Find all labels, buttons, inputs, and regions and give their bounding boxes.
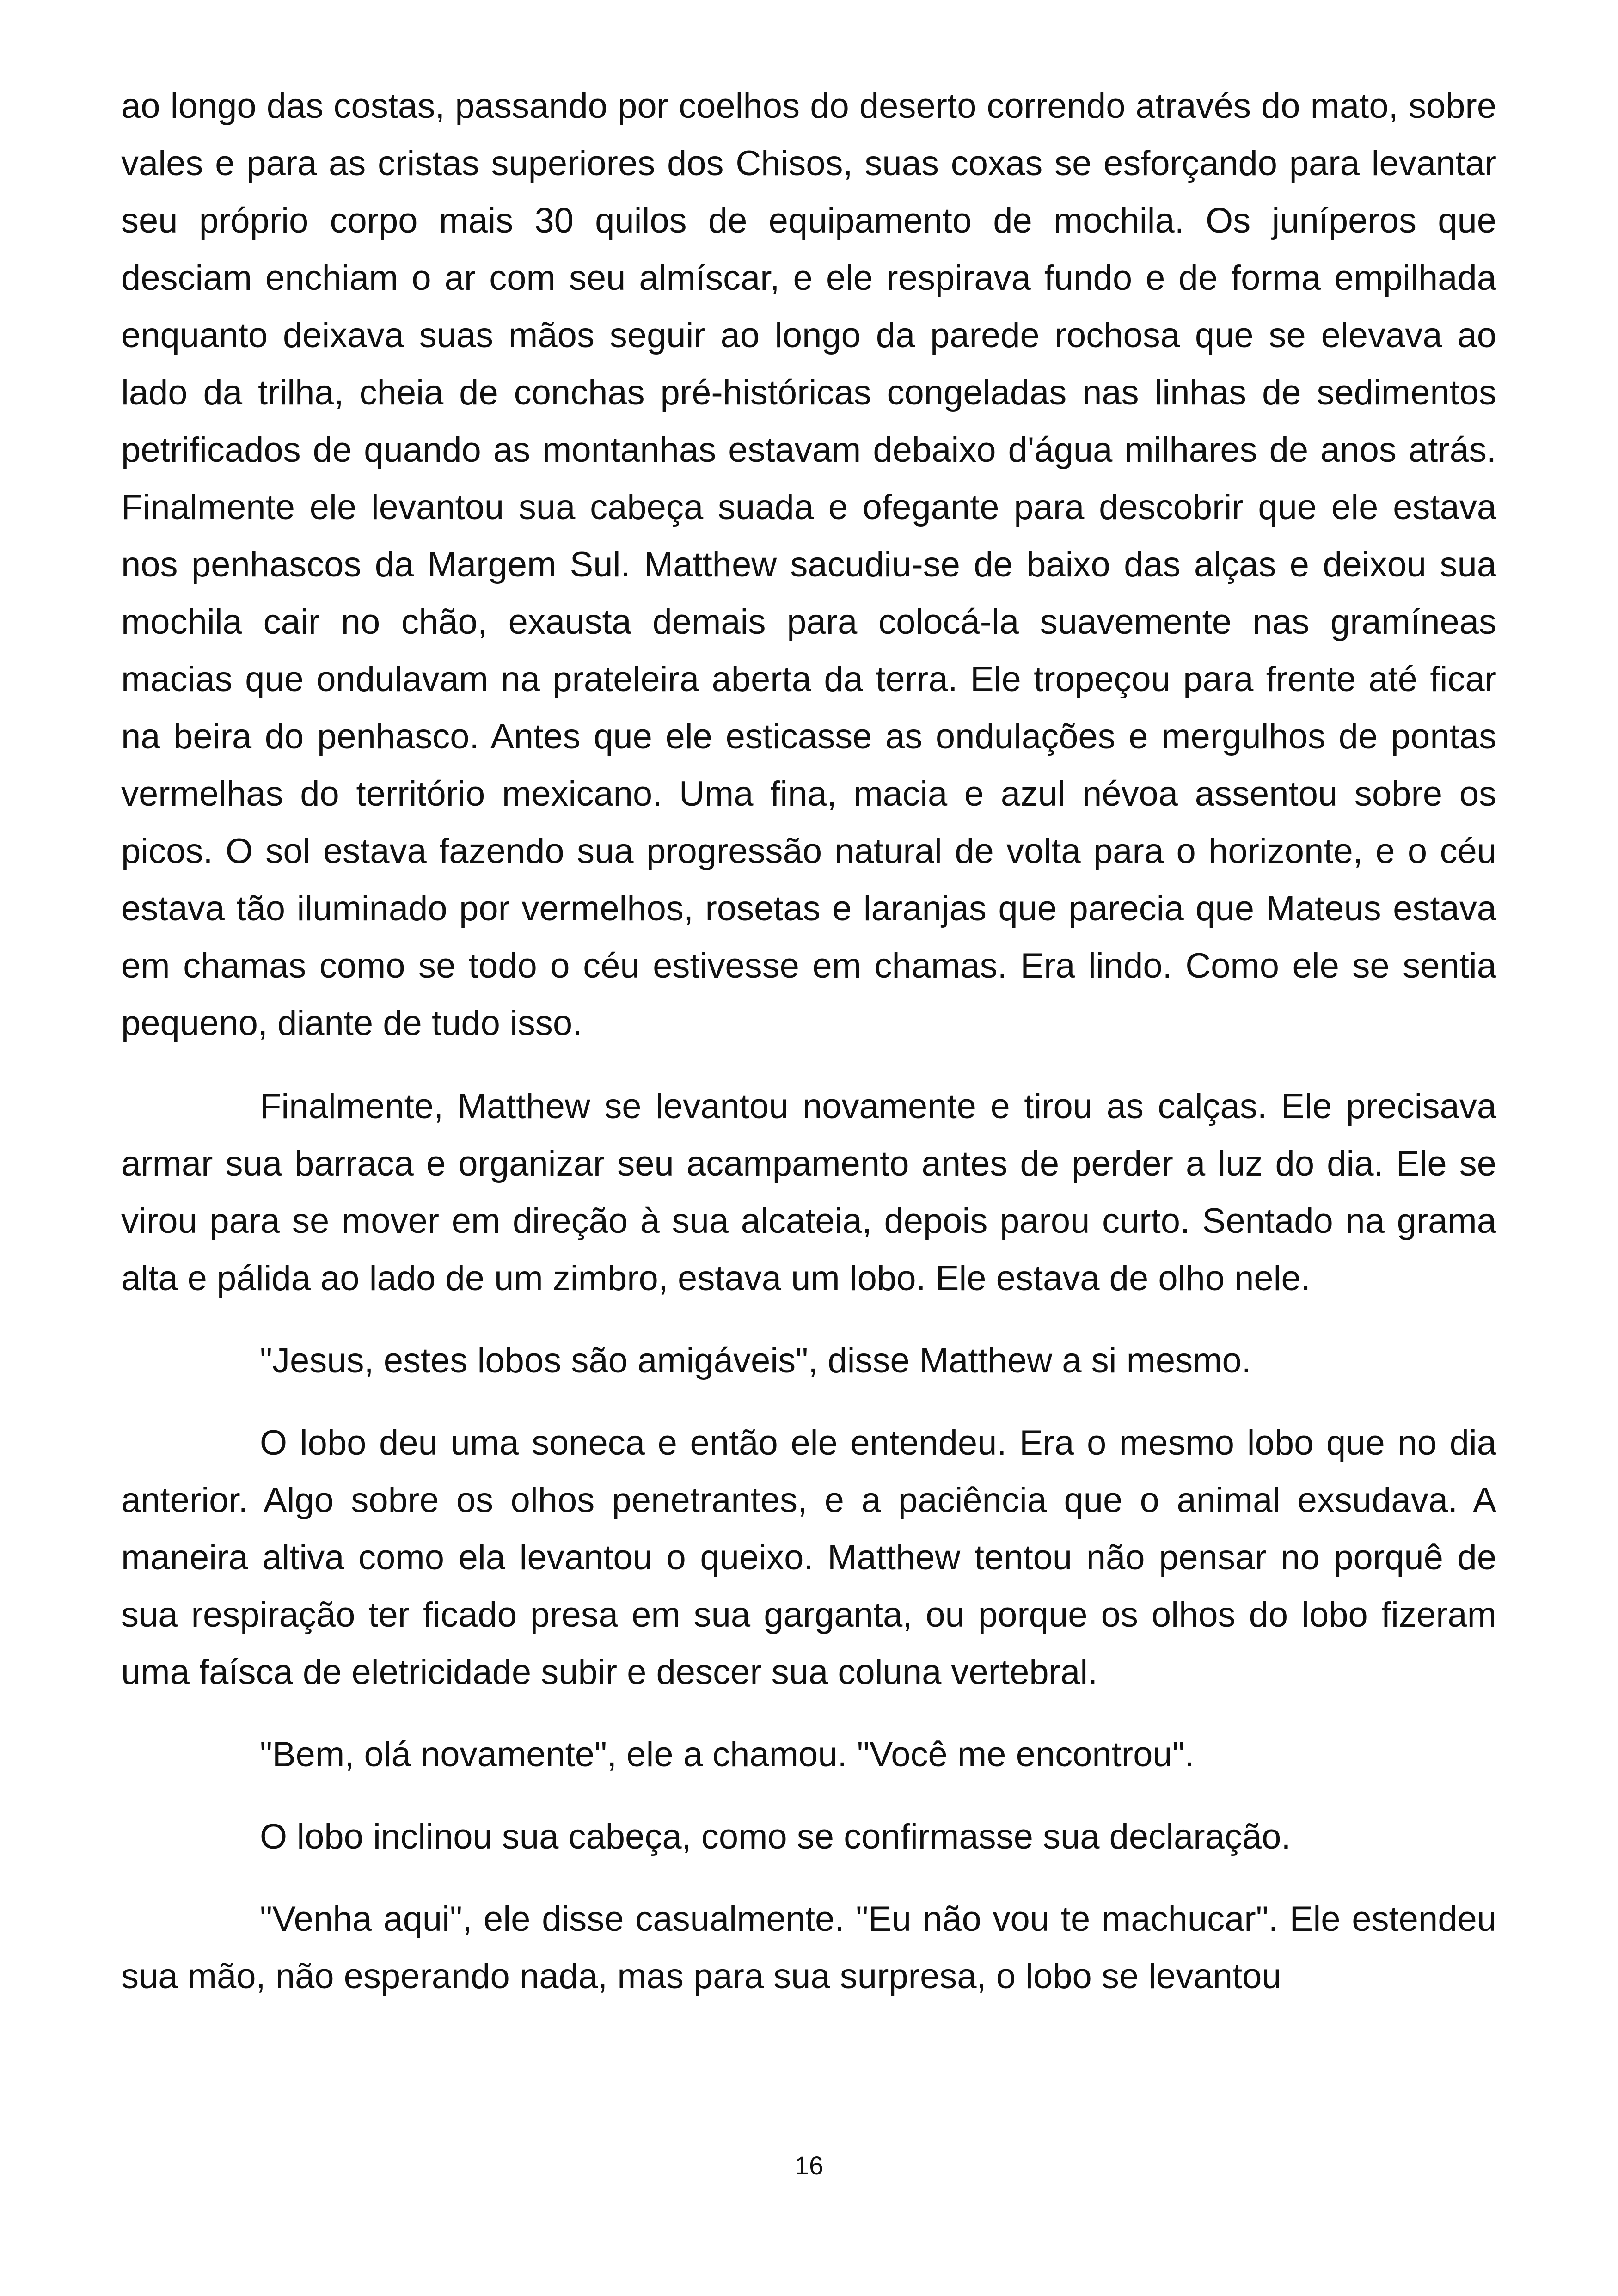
document-page [121,78,1496,2005]
dialogue-paragraph: "Venha aqui", ele disse casualmente. "Eu não vou te machucar". Ele estendeu sua mão, não esperando nada, mas para sua surpresa, o lobo se levantou [121,1899,1496,1996]
dialogue-paragraph: "Jesus, estes lobos são amigáveis", disse Matthew a si mesmo. [260,1341,1251,1380]
paragraph: Finalmente, Matthew se levantou novamente e tirou as calças. Ele precisava armar sua barraca e organizar seu acampamento antes de perder a luz do dia. Ele se virou para se mover em direção à sua alcateia, depois parou curto. Sentado na grama alta e pálida ao lado de um zimbro, estava um lobo. Ele estava de olho nele. [121,1087,1496,1298]
page-number: 16 [794,2151,824,2180]
paragraph: O lobo deu uma soneca e então ele entendeu. Era o mesmo lobo que no dia anterior. Algo sobre os olhos penetrantes, e a paciência que o animal exsudava. A maneira altiva como ela levantou o queixo. Matthew tentou não pensar no porquê de sua respiração ter ficado presa em sua garganta, ou porque os olhos do lobo fizeram uma faísca de eletricidade subir e descer sua coluna vertebral. [121,1423,1496,1692]
paragraph-continued: ao longo das costas, passando por coelhos do deserto correndo através do mato, sobre vales e para as cristas superiores dos Chisos, suas coxas se esforçando para levantar seu próprio corpo mais 30 quilos de equipamento de mochila. Os juníperos que desciam enchiam o ar com seu almíscar, e ele respirava fundo e de forma empilhada enquanto deixava suas mãos seguir ao longo da parede rochosa que se elevava ao lado da trilha, cheia de conchas pré-históricas congeladas nas linhas de sedimentos petrificados de quando as montanhas estavam debaixo d'água milhares de anos atrás. Finalmente ele levantou sua cabeça suada e ofegante para descobrir que ele estava nos penhascos da Margem Sul. Matthew sacudiu-se de baixo das alças e deixou sua mochila cair no chão, exausta demais para colocá-la suavemente nas gramíneas macias que ondulavam na prateleira aberta da terra. Ele tropeçou para frente até ficar na beira do penhasco. Antes que ele esticasse as ondulações e mergulhos de pontas vermelhas do território mexicano. Uma fina, macia e azul névoa assentou sobre os picos. O sol estava fazendo sua progressão natural de volta para o horizonte, e o céu estava tão iluminado por vermelhos, rosetas e laranjas que parecia que Mateus estava em chamas como se todo o céu estivesse em chamas. Era lindo. Como ele se sentia pequeno, diante de tudo isso. [121,86,1496,1043]
dialogue-paragraph: "Bem, olá novamente", ele a chamou. "Você me encontrou". [260,1735,1195,1774]
paragraph: O lobo inclinou sua cabeça, como se confirmasse sua declaração. [260,1817,1291,1856]
